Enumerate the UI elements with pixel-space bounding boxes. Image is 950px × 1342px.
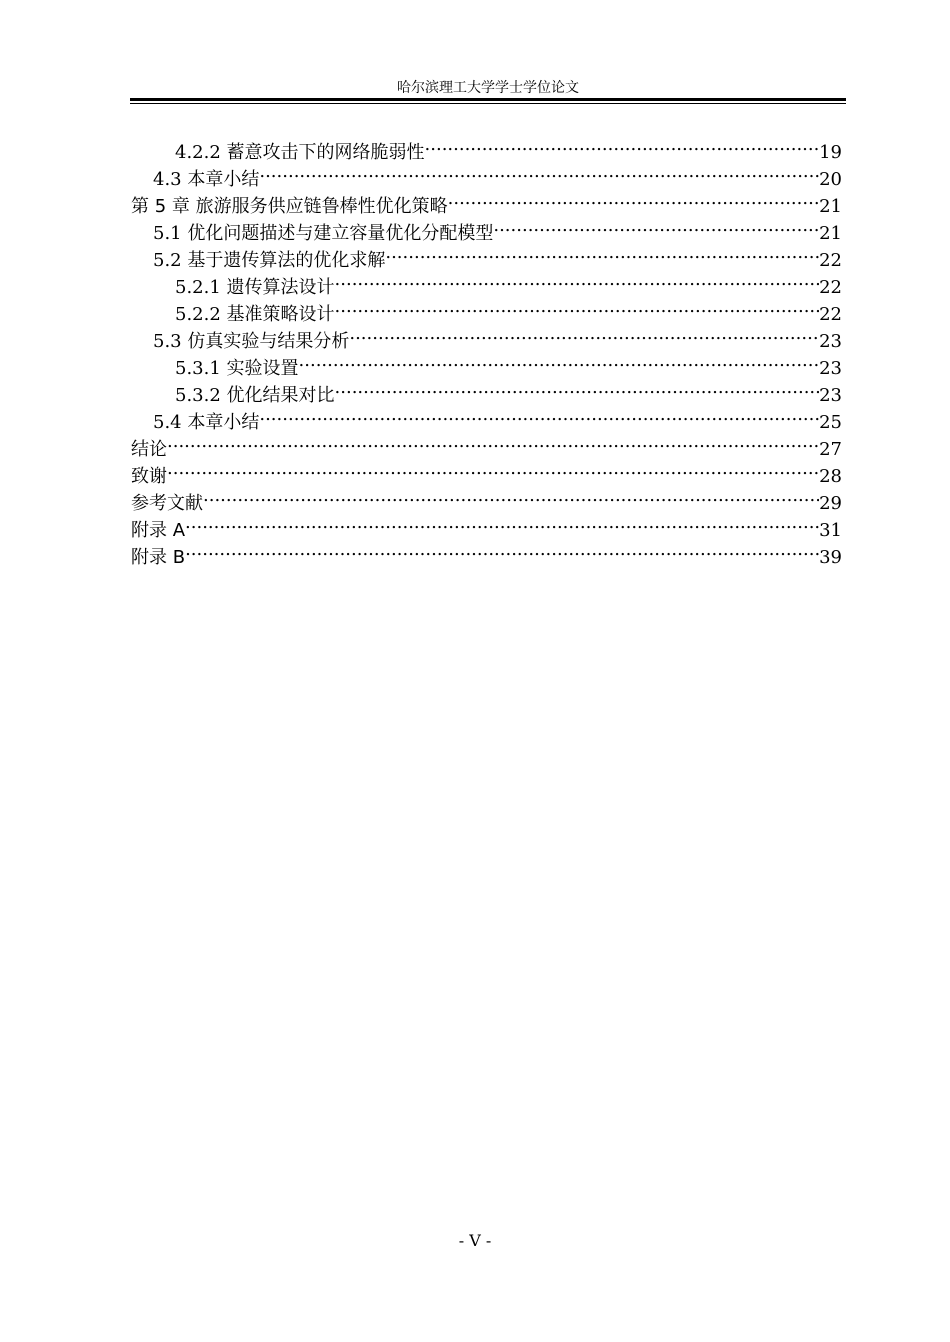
- toc-leader-dots: [167, 428, 819, 455]
- toc-leader-dots: [203, 482, 819, 509]
- toc-entry[interactable]: [131, 482, 842, 514]
- toc-leader-dots: [335, 374, 820, 401]
- toc-entry-title: 4.2.2 蓄意攻击下的网络脆弱性: [175, 142, 425, 163]
- toc-leader-dots: [335, 266, 820, 293]
- toc-entry-title: 5.2.2 基准策略设计: [175, 304, 335, 325]
- toc-leader-dots: [259, 401, 819, 428]
- toc-leader-dots: [259, 158, 819, 185]
- toc-entry-page: 25: [819, 412, 842, 433]
- toc-entry-page: 21: [819, 223, 842, 244]
- toc-leader-dots: [167, 455, 819, 482]
- toc-entry-title: 5.3.2 优化结果对比: [175, 385, 335, 406]
- toc-leader-dots: [385, 239, 819, 266]
- toc-entry[interactable]: [131, 536, 842, 568]
- toc-entry-page: 22: [819, 250, 842, 271]
- toc-entry-page: 23: [819, 358, 842, 379]
- toc-entry-title: 致谢: [131, 466, 167, 487]
- toc-leader-dots: [185, 509, 819, 536]
- toc-entry-title: 5.3.1 实验设置: [175, 358, 299, 379]
- toc-leader-dots: [335, 293, 820, 320]
- toc-entry-page: 21: [819, 196, 842, 217]
- toc-entry-page: 31: [819, 520, 842, 541]
- running-header: 哈尔滨理工大学学士学位论文: [397, 80, 579, 96]
- toc-entry-title: 5.3 仿真实验与结果分析: [153, 331, 350, 352]
- toc-entry-title: 5.1 优化问题描述与建立容量优化分配模型: [153, 223, 494, 244]
- toc-entry-title: 5.2 基于遗传算法的优化求解: [153, 250, 386, 271]
- toc-entry-title: 5.4 本章小结: [153, 412, 260, 433]
- toc-leader-dots: [448, 185, 819, 212]
- toc-entry[interactable]: [131, 509, 842, 541]
- toc-leader-dots: [493, 212, 819, 239]
- toc-entry-page: 39: [819, 547, 842, 568]
- toc-entry-title: 结论: [131, 439, 167, 460]
- toc-leader-dots: [185, 536, 819, 563]
- toc-entry-page: 29: [819, 493, 842, 514]
- header-rule-thin: [130, 103, 846, 104]
- toc-entry-page: 28: [819, 466, 842, 487]
- toc-entry-title: 第 5 章 旅游服务供应链鲁棒性优化策略: [131, 196, 448, 217]
- toc-entry-title: 4.3 本章小结: [153, 169, 260, 190]
- toc-entry-page: 27: [819, 439, 842, 460]
- toc-entry-page: 22: [819, 277, 842, 298]
- toc-entry-page: 20: [819, 169, 842, 190]
- table-of-contents: [131, 131, 842, 568]
- toc-leader-dots: [425, 131, 820, 158]
- toc-entry-page: 22: [819, 304, 842, 325]
- toc-entry-title: 5.2.1 遗传算法设计: [175, 277, 335, 298]
- toc-entry[interactable]: [131, 131, 842, 163]
- toc-entry-page: 19: [819, 142, 842, 163]
- page-number: - V -: [458, 1231, 492, 1250]
- toc-entry-page: 23: [819, 331, 842, 352]
- header-rule-thick: [130, 98, 846, 101]
- toc-entry-page: 23: [819, 385, 842, 406]
- toc-entry-title: 参考文献: [131, 493, 203, 514]
- toc-leader-dots: [299, 347, 820, 374]
- toc-entry-title: 附录 A: [131, 520, 186, 541]
- toc-entry[interactable]: [131, 428, 842, 460]
- toc-entry-title: 附录 B: [131, 547, 186, 568]
- toc-entry[interactable]: [131, 455, 842, 487]
- toc-leader-dots: [349, 320, 819, 347]
